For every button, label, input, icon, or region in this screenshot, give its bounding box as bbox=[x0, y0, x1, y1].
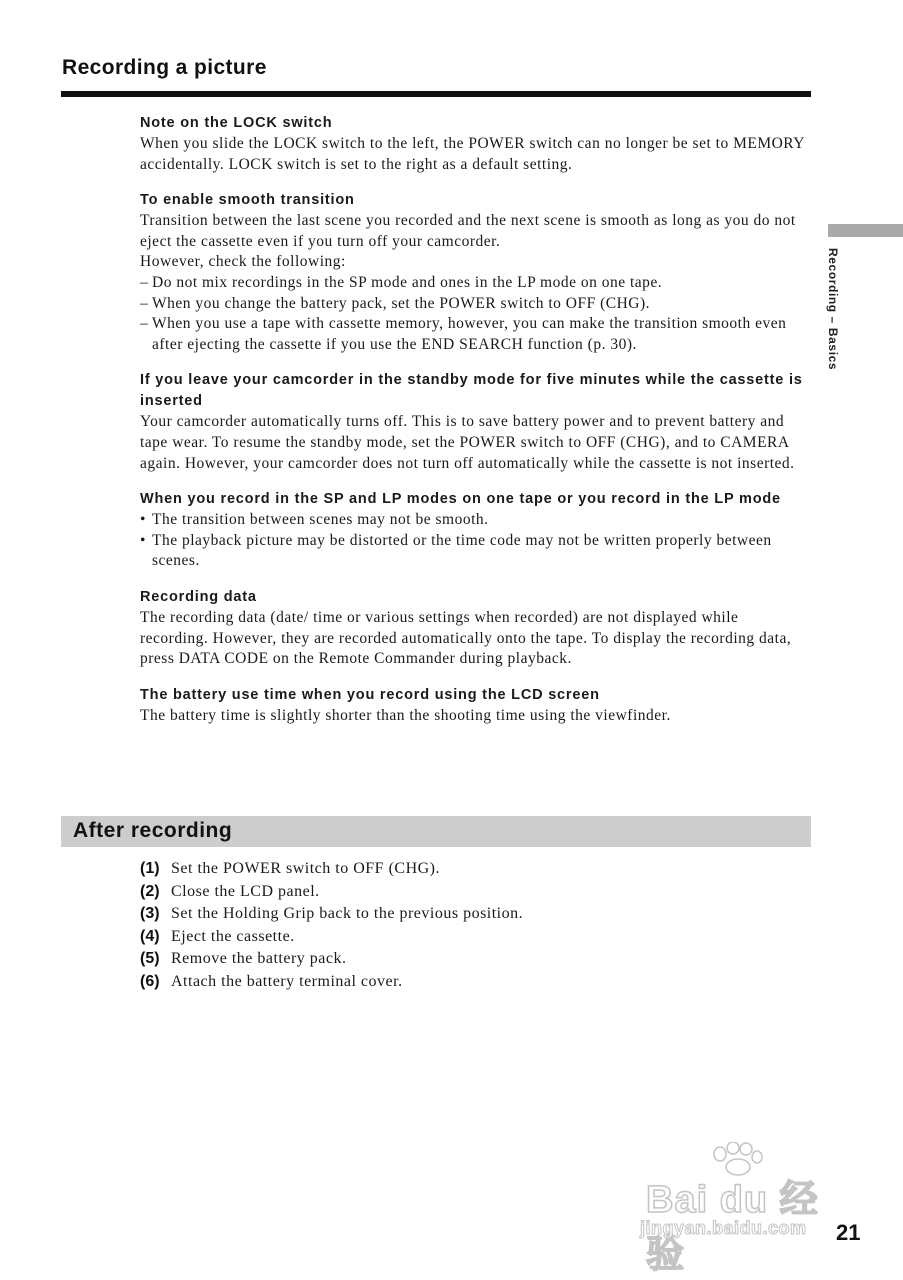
note-standby-mode bbox=[140, 370, 805, 474]
list-item: – When you use a tape with cassette memory, however, you can make the transition smooth even after ejecting the cassette if you use the END SEARCH function (p. 30). bbox=[140, 314, 805, 355]
side-tab-marker bbox=[828, 224, 903, 237]
list-item: – When you change the battery pack, set the POWER switch to OFF (CHG). bbox=[140, 294, 805, 315]
note-body bbox=[140, 211, 805, 355]
side-tab-label: Recording – Basics bbox=[826, 248, 840, 371]
page-title: Recording a picture bbox=[62, 56, 267, 79]
notes-content bbox=[140, 113, 805, 741]
title-rule bbox=[61, 91, 811, 97]
step-text: Set the POWER switch to OFF (CHG). bbox=[171, 860, 440, 877]
step-text: Set the Holding Grip back to the previous position. bbox=[171, 905, 524, 923]
step-number: (2) bbox=[140, 882, 160, 900]
note-paragraph: Transition between the last scene you recorded and the next scene is smooth as long as you do not eject the cassette even if you turn off your camcorder. bbox=[140, 212, 796, 250]
step-item bbox=[140, 928, 523, 951]
note-body bbox=[140, 608, 805, 670]
bullet-list bbox=[140, 510, 805, 572]
note-paragraph: When you slide the LOCK switch to the left, the POWER switch can no longer be set to MEMORY accidentally. LOCK switch is set to the right as a default setting. bbox=[140, 135, 805, 173]
note-heading: Note on the LOCK switch bbox=[140, 115, 333, 131]
step-number: (6) bbox=[140, 972, 160, 990]
note-body bbox=[140, 706, 805, 727]
after-recording-section-bar bbox=[61, 816, 811, 847]
step-item bbox=[140, 905, 523, 928]
note-paragraph: Your camcorder automatically turns off. This is to save battery power and to prevent battery and tape wear. To resume the standby mode, set the POWER switch to OFF (CHG), and to CAMERA again. However, your camcorder does not turn off automatically while the cassette is not inserted. bbox=[140, 413, 795, 472]
page-number: 21 bbox=[836, 1220, 861, 1245]
note-battery-time bbox=[140, 685, 805, 727]
note-recording-data bbox=[140, 587, 805, 670]
note-heading: To enable smooth transition bbox=[140, 192, 355, 209]
note-heading: The battery use time when you record using the LCD screen bbox=[140, 686, 600, 703]
after-recording-steps bbox=[140, 860, 523, 996]
step-item bbox=[140, 883, 523, 906]
note-paragraph: However, check the following: bbox=[140, 253, 346, 271]
note-paragraph: The recording data (date/ time or various settings when recorded) are not displayed while recording. However, they are recorded automatically onto the tape. To display the recording data, press DATA CODE on the Remote Commander during playback. bbox=[140, 608, 792, 668]
note-smooth-transition bbox=[140, 190, 805, 355]
note-body bbox=[140, 510, 805, 572]
step-item bbox=[140, 973, 523, 996]
note-sp-lp-modes bbox=[140, 489, 805, 572]
note-lock-switch bbox=[140, 113, 805, 175]
step-text: Eject the cassette. bbox=[171, 927, 295, 945]
step-number: (1) bbox=[140, 860, 160, 877]
step-item bbox=[140, 860, 523, 883]
step-number: (5) bbox=[140, 950, 160, 968]
step-number: (3) bbox=[140, 905, 160, 923]
list-item: • The transition between scenes may not be smooth. bbox=[140, 510, 805, 531]
step-text: Close the LCD panel. bbox=[171, 882, 320, 900]
watermark-url: jingyan.baidu.com bbox=[640, 1218, 807, 1238]
note-heading: When you record in the SP and LP modes on one tape or you record in the LP mode bbox=[140, 491, 781, 508]
section-title: After recording bbox=[73, 819, 233, 842]
list-item: – Do not mix recordings in the SP mode and ones in the LP mode on one tape. bbox=[140, 273, 805, 294]
step-text: Attach the battery terminal cover. bbox=[171, 972, 403, 990]
note-heading: If you leave your camcorder in the standby mode for five minutes while the cassette is inserted bbox=[140, 372, 803, 410]
step-text: Remove the battery pack. bbox=[171, 950, 347, 968]
baidu-watermark bbox=[640, 1140, 855, 1276]
note-heading: Recording data bbox=[140, 588, 257, 605]
note-body bbox=[140, 134, 805, 175]
step-item bbox=[140, 950, 523, 973]
note-body bbox=[140, 412, 805, 474]
note-paragraph: The battery time is slightly shorter than the shooting time using the viewfinder. bbox=[140, 706, 671, 724]
list-item: • The playback picture may be distorted or the time code may not be written properly between scenes. bbox=[140, 531, 805, 572]
step-number: (4) bbox=[140, 927, 160, 945]
dash-list bbox=[140, 273, 805, 355]
watermark-logo: Bai du 经验 bbox=[646, 1179, 819, 1276]
